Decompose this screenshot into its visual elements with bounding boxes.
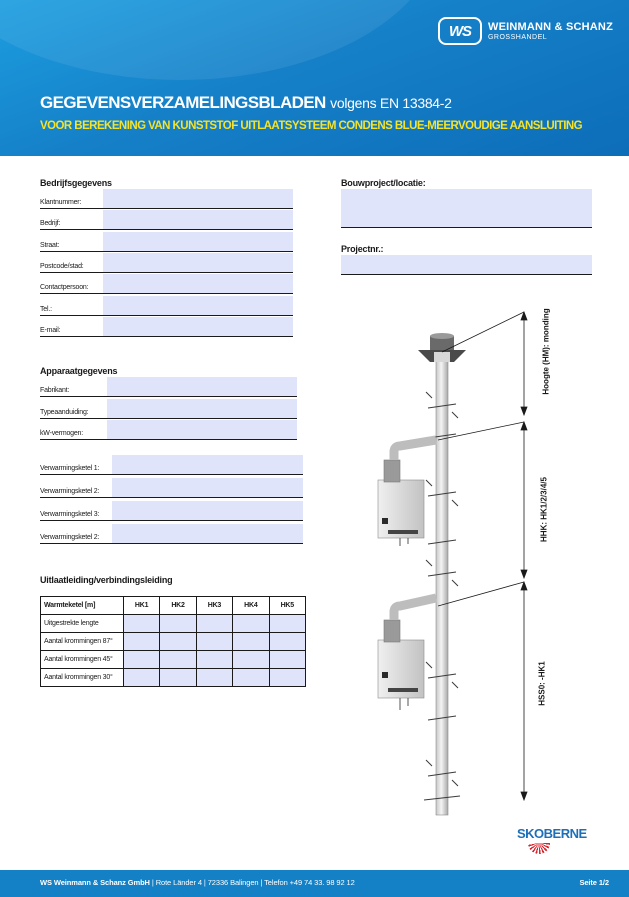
kw-output-label: kW-vermogen: xyxy=(40,430,83,437)
phone-row xyxy=(40,296,293,316)
manufacturer-field[interactable] xyxy=(107,377,297,397)
table-row xyxy=(41,633,306,651)
document-subtitle: VOOR BEREKENING VAN KUNSTSTOF UITLAATSYSTEEM CONDENS BLUE-MEERVOUDIGE AANSLUITING xyxy=(40,120,582,132)
contact-person-field[interactable] xyxy=(103,274,293,294)
flue-cell-hk2[interactable] xyxy=(160,615,196,633)
boiler-1-row xyxy=(40,455,303,475)
flue-row-label: Aantal krommingen 30° xyxy=(41,669,124,687)
flue-cell-hk3[interactable] xyxy=(196,633,232,651)
appliance-section-title: Apparaatgegevens xyxy=(40,366,118,376)
boiler-3-label: Verwarmingsketel 3: xyxy=(40,511,100,518)
flue-cell-hk1[interactable] xyxy=(123,615,159,633)
flue-cell-hk4[interactable] xyxy=(233,615,269,633)
boiler-1-field[interactable] xyxy=(112,455,303,475)
flue-system-diagram xyxy=(360,300,560,840)
flue-cell-hk2[interactable] xyxy=(160,633,196,651)
boiler-4-label: Verwarmingsketel 2: xyxy=(40,534,100,541)
flue-cell-hk1[interactable] xyxy=(123,633,159,651)
boiler-1-label: Verwarmingsketel 1: xyxy=(40,465,100,472)
flue-cell-hk4[interactable] xyxy=(233,669,269,687)
flue-cell-hk1[interactable] xyxy=(123,651,159,669)
dimension-label-hss0: HSS0: -HK1 xyxy=(537,661,547,706)
table-row xyxy=(41,669,306,687)
flue-cell-hk5[interactable] xyxy=(269,651,305,669)
flue-cell-hk3[interactable] xyxy=(196,615,232,633)
logo-line-2: GROSSHANDEL xyxy=(487,33,548,41)
footer-address: | Rote Länder 4 | 72336 Balingen | Telefon +49 74 33. 98 92 12 xyxy=(149,878,355,887)
postcode-city-label: Postcode/stad: xyxy=(40,262,84,270)
flue-cell-hk5[interactable] xyxy=(269,633,305,651)
postcode-city-row xyxy=(40,253,293,273)
boiler-2-row xyxy=(40,478,303,498)
company-field[interactable] xyxy=(103,210,293,230)
title-suffix: volgens EN 13384-2 xyxy=(330,95,452,111)
street-label: Straat: xyxy=(40,241,60,249)
project-number-row xyxy=(341,255,592,275)
flue-cell-hk4[interactable] xyxy=(233,651,269,669)
kw-output-row xyxy=(40,420,297,440)
phone-field[interactable] xyxy=(103,296,293,316)
table-row xyxy=(41,651,306,669)
flue-col-hk1: HK1 xyxy=(123,597,159,615)
company-logo xyxy=(438,17,613,45)
flue-cell-hk5[interactable] xyxy=(269,615,305,633)
email-row xyxy=(40,317,293,337)
kw-output-field[interactable] xyxy=(107,420,297,440)
flue-cell-hk2[interactable] xyxy=(160,669,196,687)
type-designation-row xyxy=(40,399,297,419)
project-location-field-1[interactable] xyxy=(341,189,592,209)
street-field[interactable] xyxy=(103,232,293,252)
page-number: Seite 1/2 xyxy=(579,878,609,887)
project-location-field-2[interactable] xyxy=(341,208,592,228)
page-footer xyxy=(0,870,629,897)
dimension-lines xyxy=(438,312,527,800)
header-banner xyxy=(0,0,629,156)
boiler-4-field[interactable] xyxy=(112,524,303,544)
flue-section-title: Uitlaatleiding/verbindingsleiding xyxy=(40,575,173,585)
flue-cell-hk1[interactable] xyxy=(123,669,159,687)
ws-logo-icon: WS xyxy=(438,17,482,45)
flue-col-hk4: HK4 xyxy=(233,597,269,615)
brand-name: SKOBERNE xyxy=(517,826,587,841)
project-number-field[interactable] xyxy=(341,255,592,275)
document-title xyxy=(40,93,452,113)
customer-number-row xyxy=(40,189,293,209)
manufacturer-row xyxy=(40,377,297,397)
phone-label: Tel.: xyxy=(40,305,52,313)
flue-row-label: Aantal krommingen 45° xyxy=(41,651,124,669)
flue-row-label: Aantal krommingen 87° xyxy=(41,633,124,651)
flue-table xyxy=(40,596,306,687)
flue-col-label: Warmteketel [m] xyxy=(41,597,124,615)
project-location-row-1 xyxy=(341,189,592,209)
boiler-4-row xyxy=(40,524,303,544)
email-field[interactable] xyxy=(103,317,293,337)
logo-line-1: WEINMANN & SCHANZ xyxy=(487,20,613,33)
flue-cell-hk3[interactable] xyxy=(196,669,232,687)
company-section-title: Bedrijfsgegevens xyxy=(40,178,112,188)
contact-person-row xyxy=(40,274,293,294)
dimension-label-height: Hoogte (HM): monding xyxy=(541,308,551,395)
flue-table-header xyxy=(41,597,306,615)
flue-cell-hk3[interactable] xyxy=(196,651,232,669)
boiler-1-illustration xyxy=(378,440,436,546)
flue-col-hk2: HK2 xyxy=(160,597,196,615)
boiler-2-field[interactable] xyxy=(112,478,303,498)
dimension-label-hhk: HHK: HK1/2/3/4/5 xyxy=(539,477,549,542)
flue-col-hk3: HK3 xyxy=(196,597,232,615)
company-row xyxy=(40,210,293,230)
vertical-flue-pipe xyxy=(436,360,448,815)
project-number-title: Projectnr.: xyxy=(341,244,384,254)
manufacturer-label: Fabrikant: xyxy=(40,387,70,394)
customer-number-field[interactable] xyxy=(103,189,293,209)
type-designation-label: Typeaanduiding: xyxy=(40,408,89,416)
type-designation-field[interactable] xyxy=(107,399,297,419)
boiler-2-label: Verwarmingsketel 2: xyxy=(40,488,100,495)
flue-cell-hk5[interactable] xyxy=(269,669,305,687)
flue-cell-hk2[interactable] xyxy=(160,651,196,669)
flue-row-label: Uitgestrekte lengte xyxy=(41,615,124,633)
street-row xyxy=(40,232,293,252)
flue-cell-hk4[interactable] xyxy=(233,633,269,651)
table-row xyxy=(41,615,306,633)
customer-number-label: Klantnummer: xyxy=(40,199,82,206)
title-main: GEGEVENSVERZAMELINGSBLADEN xyxy=(40,93,326,112)
boiler-2-illustration xyxy=(378,598,436,710)
flue-col-hk5: HK5 xyxy=(269,597,305,615)
footer-company: WS Weinmann & Schanz GmbH xyxy=(40,878,150,887)
postcode-city-field[interactable] xyxy=(103,253,293,273)
company-label: Bedrijf: xyxy=(40,220,61,228)
email-label: E-mail: xyxy=(40,326,61,334)
boiler-3-field[interactable] xyxy=(112,501,303,521)
project-section-title: Bouwproject/locatie: xyxy=(341,178,426,188)
flue-terminal-cap xyxy=(418,333,466,362)
skoberne-logo xyxy=(517,823,593,859)
project-location-row-2 xyxy=(341,208,592,228)
sun-icon xyxy=(528,843,550,854)
boiler-3-row xyxy=(40,501,303,521)
contact-person-label: Contactpersoon: xyxy=(40,284,89,292)
